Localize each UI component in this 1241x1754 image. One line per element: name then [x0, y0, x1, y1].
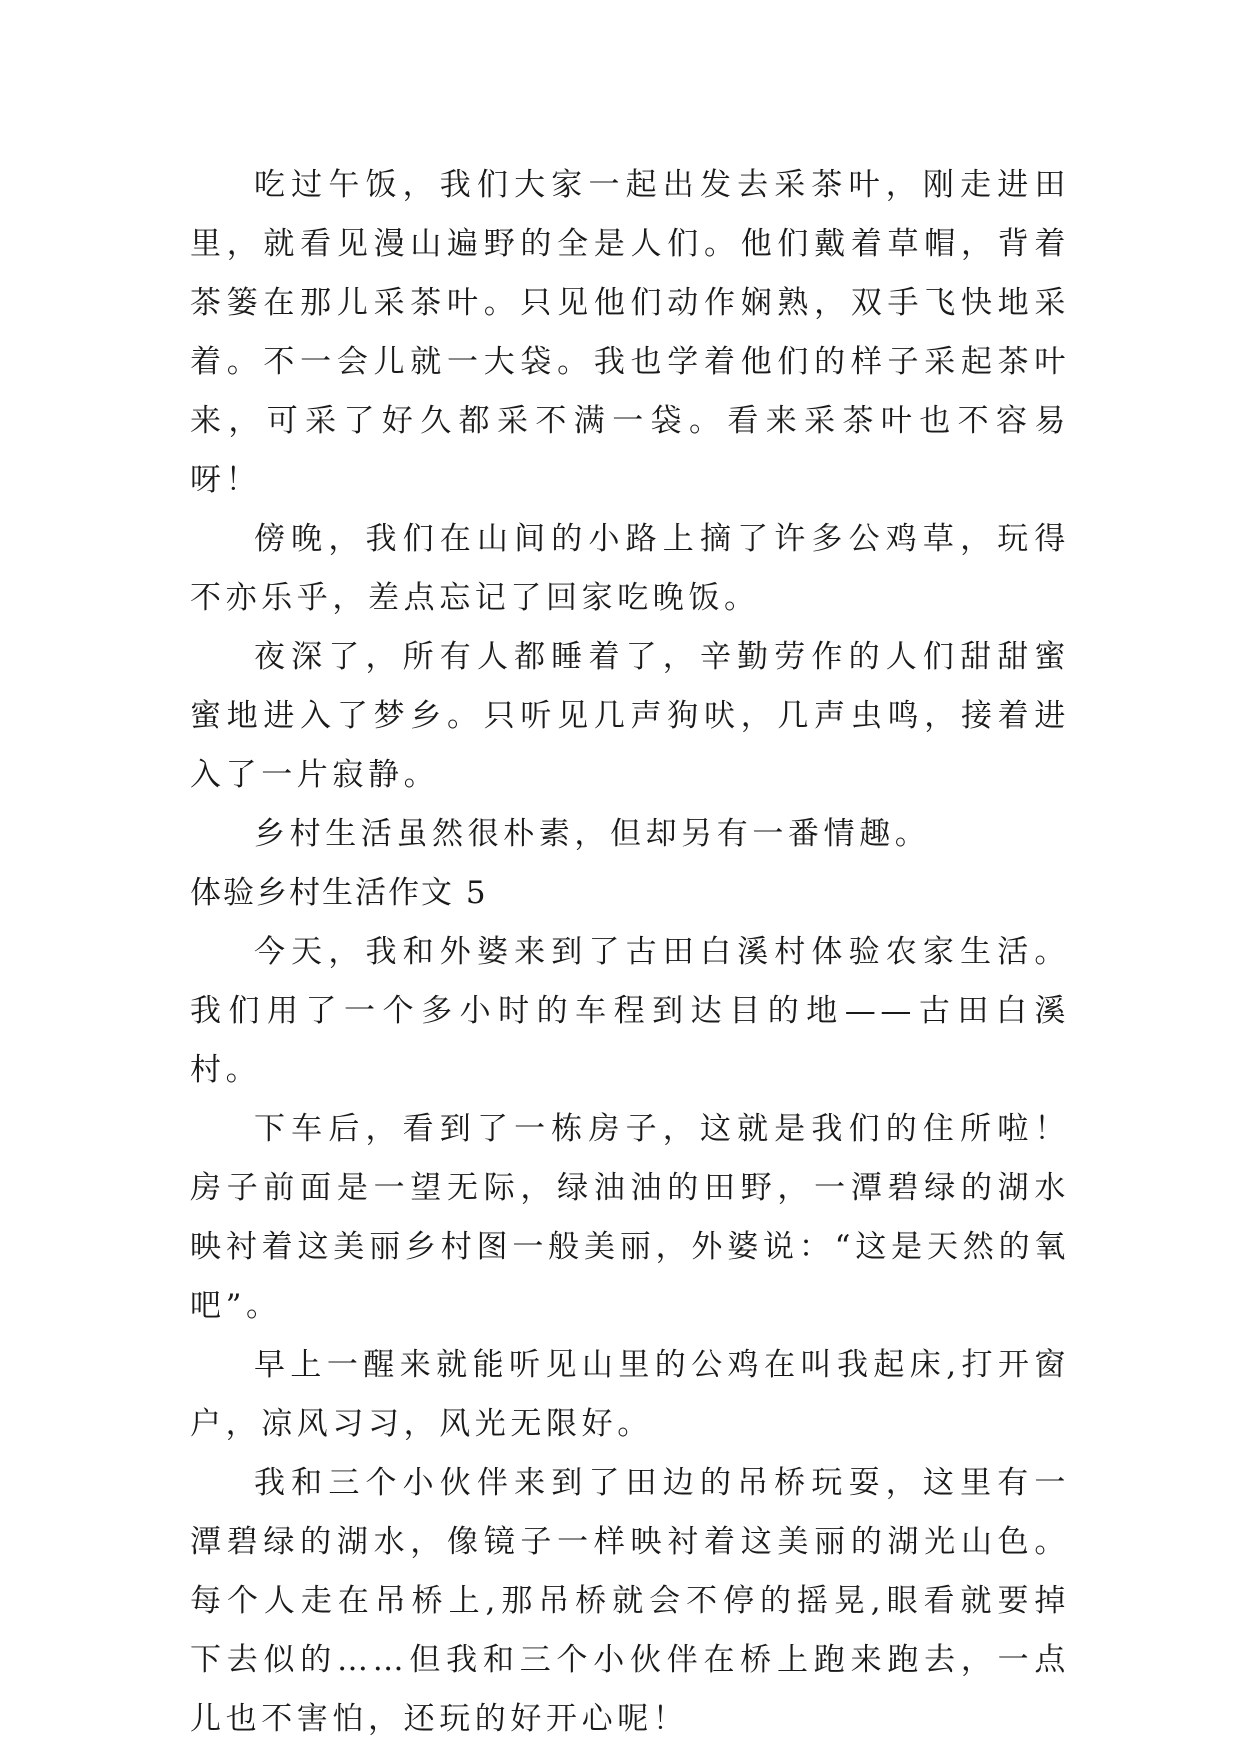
paragraph-arrival: 今天，我和外婆来到了古田白溪村体验农家生活。我们用了一个多小时的车程到达目的地——古田白溪村。	[190, 934, 1070, 1088]
paragraph-bridge: 我和三个小伙伴来到了田边的吊桥玩耍，这里有一潭碧绿的湖水，像镜子一样映衬着这美丽的湖光山色。每个人走在吊桥上,那吊桥就会不停的摇晃,眼看就要掉下去似的……但我和三个小伙伴在桥上跑来跑去，一点儿也不害怕，还玩的好开心呢！	[190, 1465, 1070, 1737]
essay-heading: 体验乡村生活作文 5	[190, 875, 488, 911]
paragraph-evening: 傍晚，我们在山间的小路上摘了许多公鸡草，玩得不亦乐乎，差点忘记了回家吃晚饭。	[190, 521, 1070, 616]
paragraph-conclusion: 乡村生活虽然很朴素，但却另有一番情趣。	[254, 816, 931, 852]
document-page	[190, 156, 1070, 1749]
paragraph-house: 下车后，看到了一栋房子，这就是我们的住所啦！房子前面是一望无际，绿油油的田野，一潭碧绿的湖水映衬着这美丽乡村图一般美丽，外婆说：“这是天然的氧吧”。	[190, 1111, 1070, 1324]
paragraph-tea-picking: 吃过午饭，我们大家一起出发去采茶叶，刚走进田里，就看见漫山遍野的全是人们。他们戴着草帽，背着茶篓在那儿采茶叶。只见他们动作娴熟，双手飞快地采着。不一会儿就一大袋。我也学着他们的样子采起茶叶来，可采了好久都采不满一袋。看来采茶叶也不容易呀！	[190, 167, 1070, 498]
paragraph-morning: 早上一醒来就能听见山里的公鸡在叫我起床,打开窗户，凉风习习，风光无限好。	[190, 1347, 1070, 1442]
paragraph-night: 夜深了，所有人都睡着了，辛勤劳作的人们甜甜蜜蜜地进入了梦乡。只听见几声狗吠，几声虫鸣，接着进入了一片寂静。	[190, 639, 1070, 793]
